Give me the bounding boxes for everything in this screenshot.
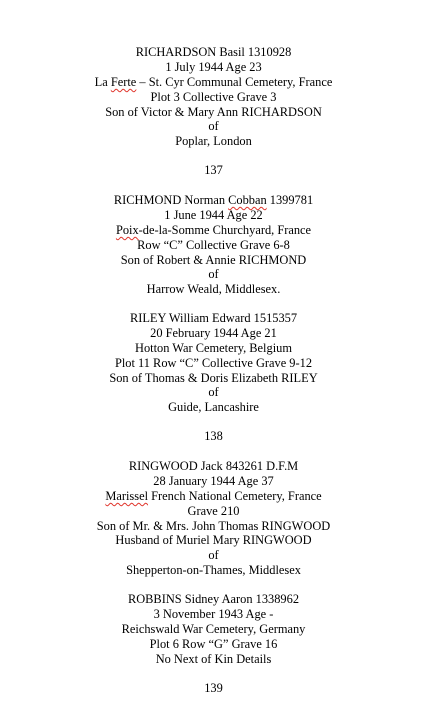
spellcheck-flagged-word[interactable]: Ferte [110,74,137,89]
name-text-pre: RICHMOND Norman [113,193,229,207]
memorial-entry-robbins [0,592,427,666]
page-number: 137 [204,163,223,177]
entry-place: Guide, Lancashire [168,400,259,415]
entry-relation: Son of Victor & Mary Ann RICHARDSON [105,104,322,119]
memorial-entry-riley [0,311,427,415]
entry-cemetery: Reichswald War Cemetery, Germany [121,621,306,636]
spellcheck-flagged-word[interactable]: Cobban [228,193,267,207]
entry-relation: Son of Mr. & Mrs. John Thomas RINGWOOD [96,518,331,533]
entry-of: of [208,267,219,282]
entry-cemetery [0,75,427,90]
entry-date: 3 November 1943 Age - [153,606,274,621]
page-number: 139 [204,681,223,695]
name-text-post: 1399781 [266,193,314,207]
entry-grave: Plot 3 Collective Grave 3 [150,89,277,104]
entry-place: Poplar, London [175,134,252,149]
entry-of: of [208,548,219,563]
cemetery-text-post: French National Cemetery, France [148,488,322,503]
entry-of: of [208,385,219,400]
entry-cemetery [0,223,427,238]
entry-grave: Plot 6 Row “G” Grave 16 [149,636,278,651]
memorial-entry-richmond [0,193,427,297]
entry-kin: No Next of Kin Details [155,651,272,666]
entry-name: RICHARDSON Basil 1310928 [135,45,292,59]
entry-husband: Husband of Muriel Mary RINGWOOD [115,533,312,548]
spellcheck-flagged-word[interactable]: Poix [115,222,139,237]
memorial-entry-ringwood [0,459,427,578]
entry-relation: Son of Thomas & Doris Elizabeth RILEY [109,370,318,385]
entry-name: RILEY William Edward 1515357 [129,311,298,325]
entry-cemetery [0,489,427,504]
entry-name: RINGWOOD Jack 843261 D.F.M [128,459,299,473]
entry-date: 1 June 1944 Age 22 [164,207,263,222]
entry-cemetery: Hotton War Cemetery, Belgium [135,340,292,355]
entry-name [0,193,427,208]
entry-place: Harrow Weald, Middlesex. [146,282,281,297]
entry-place: Shepperton-on-Thames, Middlesex [126,563,301,578]
cemetery-text-pre: La [94,74,111,89]
entry-grave: Grave 210 [187,503,240,518]
cemetery-text-post: – St. Cyr Communal Cemetery, France [136,74,333,89]
memorial-entry-richardson [0,45,427,149]
entry-grave: Row “C” Collective Grave 6-8 [137,237,290,252]
entry-date: 28 January 1944 Age 37 [153,473,274,488]
entry-of: of [208,119,219,134]
cemetery-text-post: -de-la-Somme Churchyard, France [138,222,312,237]
spellcheck-flagged-word[interactable]: Marissel [105,488,149,503]
entry-relation: Son of Robert & Annie RICHMOND [120,252,307,267]
entry-date: 1 July 1944 Age 23 [165,59,262,74]
entry-date: 20 February 1944 Age 21 [150,325,277,340]
entry-grave: Plot 11 Row “C” Collective Grave 9-12 [114,355,313,370]
page-number: 138 [204,429,223,443]
entry-name: ROBBINS Sidney Aaron 1338962 [127,592,300,606]
